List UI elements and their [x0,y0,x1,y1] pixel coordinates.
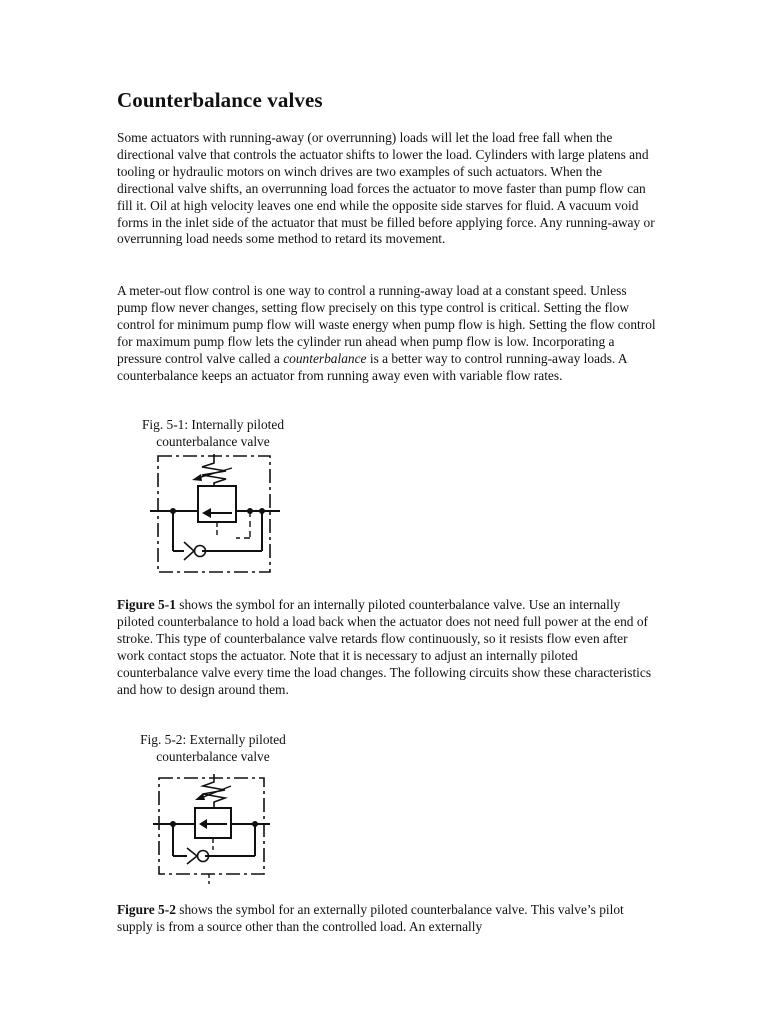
counterbalance-valve-icon [140,450,285,578]
paragraph-text: A meter-out flow control is one way to control a running-away load at a constant speed. Unless pump flow never changes, setting flow precisely on this type control is critical. Setting the flow control for minimum pump flow will waste energy when pump flow is high. Setting the flow control for maximum pump flow lets the cylinder run ahead when pump flow is low. Incorporating a pressure control valve called a [117,283,656,366]
figure-reference: Figure 5-1 [117,597,176,612]
counterbalance-valve-icon [145,768,275,886]
figure-reference: Figure 5-2 [117,902,176,917]
figure-5-2-caption [113,731,313,765]
caption-line: Fig. 5-2: Externally piloted [140,732,286,747]
caption-line: Fig. 5-1: Internally piloted [141,417,285,432]
figure-5-2-symbol [145,768,275,886]
paragraph-text: is a better way to control running-away loads. A counterbalance keeps an actuator from running away even with variable flow rates. [117,350,627,383]
paragraph-intro: Some actuators with running-away (or overrunning) loads will let the load free fall when the directional valve that controls the actuator shifts to lower the load. Cylinders with large platens and tooling or hydraulic motors on winch drives are two examples of such actuators. When the directional valve shifts, an overrunning load forces the actuator to move faster than pump flow can fill it. Oil at high velocity leaves one end while the opposite side starves for fluid. A vacuum void forms in the inlet side of the actuator that must be filled before applying force. Any running-away or overrunning load needs some method to retard its movement. [117,130,655,247]
paragraph-text: shows the symbol for an externally piloted counterbalance valve. This valve’s pilot supply is from a source other than the controlled load. An externally [117,902,624,934]
figure-5-1-caption [113,416,313,450]
paragraph-meter-out [117,283,657,384]
paragraph-text: shows the symbol for an internally piloted counterbalance valve. Use an internally piloted counterbalance to hold a load back when the actuator does not need full power at the end of stroke. This type of counterbalance valve retards flow continuously, so it resists flow even after work contact stops the actuator. Note that it is necessary to adjust an internally piloted counterbalance valve every time the load changes. The following circuits show these characteristics and how to design around them. [117,597,652,697]
caption-line: counterbalance valve [156,749,270,764]
paragraph-figure-5-2 [117,902,657,936]
paragraph-figure-5-1 [117,597,657,698]
caption-line: counterbalance valve [156,434,270,449]
emphasis-term: counterbalance [283,350,367,366]
section-heading: Counterbalance valves [117,88,323,112]
figure-5-1-symbol [140,450,285,578]
